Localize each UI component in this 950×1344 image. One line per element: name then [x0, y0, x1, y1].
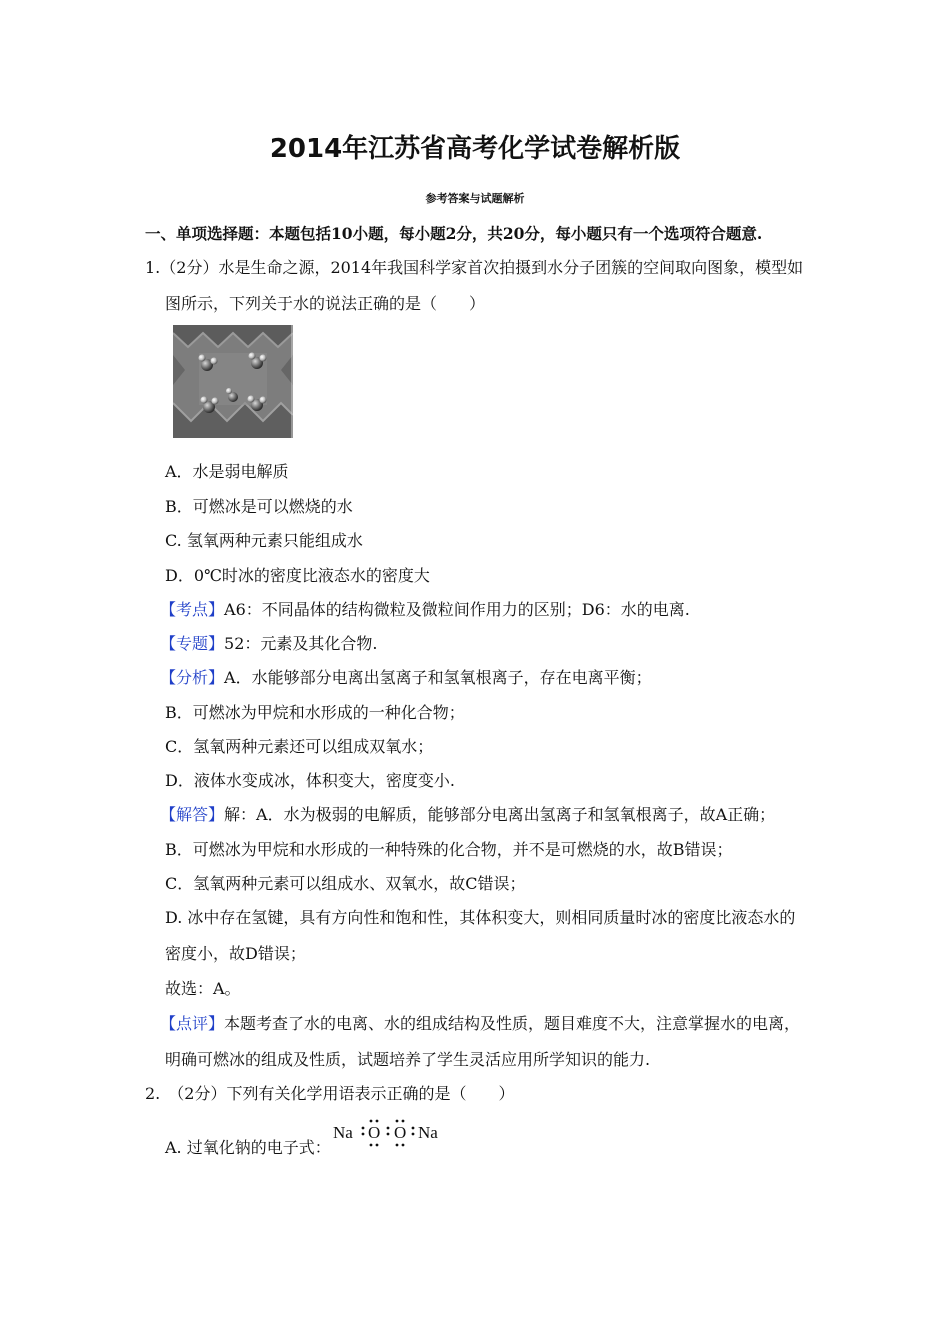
q1-option-c: C. 氢氧两种元素只能组成水	[165, 531, 363, 550]
document-title: 2014年江苏省高考化学试卷解析版	[269, 134, 681, 164]
dianping-tag: 【点评】	[160, 1014, 225, 1033]
jieda-line-1: 解：A．水为极弱的电解质，能够部分电离出氢离子和氢氧根离子，故A正确；	[224, 805, 776, 824]
jieda-line-4: D. 冰中存在氢键，具有方向性和饱和性，其体积变大，则相同质量时冰的密度比液态水的	[165, 908, 796, 927]
kaodian-text: A6：不同晶体的结构微粒及微粒间作用力的区别；D6：水的电离.	[224, 600, 690, 619]
kaodian-tag: 【考点】	[160, 600, 225, 619]
q2-stem: 2. （2分）下列有关化学用语表示正确的是（ ）	[145, 1084, 515, 1103]
jieda-line-3: C．氢氧两种元素可以组成水、双氧水，故C错误；	[165, 874, 526, 893]
q1-dianping	[160, 1014, 800, 1034]
q2-option-a: A. 过氧化钠的电子式：	[165, 1138, 331, 1157]
q1-jieda	[160, 805, 775, 825]
fenxi-line-2: B．可燃冰为甲烷和水形成的一种化合物；	[165, 703, 465, 722]
jieda-line-5: 密度小，故D错误；	[165, 944, 306, 963]
zhuanti-tag: 【专题】	[160, 634, 225, 653]
water-cluster-figure	[173, 325, 293, 438]
document-subtitle: 参考答案与试题解析	[425, 192, 525, 205]
fenxi-line-3: C．氢氧两种元素还可以组成双氧水；	[165, 737, 434, 756]
jieda-line-6: 故选：A。	[165, 979, 241, 998]
formula-na-right: Na	[418, 1123, 438, 1142]
formula-o-right: O	[394, 1123, 407, 1142]
formula-na-left: Na	[333, 1123, 353, 1142]
zhuanti-text: 52：元素及其化合物.	[224, 634, 378, 653]
section-heading: 一、单项选择题：本题包括10小题，每小题2分，共20分，每小题只有一个选项符合题意.	[145, 224, 763, 243]
q1-stem-line-1: 1.（2分）水是生命之源，2014年我国科学家首次拍摄到水分子团簇的空间取向图象，模型如	[145, 258, 804, 277]
fenxi-tag: 【分析】	[160, 668, 225, 687]
sodium-peroxide-electron-formula	[333, 1118, 448, 1150]
q1-option-b: B．可燃冰是可以燃烧的水	[165, 497, 353, 516]
dianping-line-1: 本题考查了水的电离、水的组成结构及性质，题目难度不大，注意掌握水的电离，	[224, 1014, 801, 1033]
jieda-tag: 【解答】	[160, 805, 225, 824]
q1-fenxi	[160, 668, 652, 688]
q1-option-a: A．水是弱电解质	[165, 462, 289, 481]
q1-stem-line-2: 图所示，下列关于水的说法正确的是（ ）	[165, 294, 486, 313]
jieda-line-2: B．可燃冰为甲烷和水形成的一种特殊的化合物，并不是可燃烧的水，故B错误；	[165, 840, 733, 859]
formula-o-left: O	[368, 1123, 381, 1142]
fenxi-line-1: A．水能够部分电离出氢离子和氢氧根离子，存在电离平衡；	[224, 668, 652, 687]
q1-option-d: D．0℃时冰的密度比液态水的密度大	[165, 566, 430, 585]
q1-kaodian	[160, 600, 690, 620]
fenxi-line-4: D．液体水变成冰，体积变大，密度变小.	[165, 771, 455, 790]
dianping-line-2: 明确可燃冰的组成及性质，试题培养了学生灵活应用所学知识的能力.	[165, 1050, 651, 1069]
water-cluster-illustration	[173, 325, 293, 438]
q1-zhuanti	[160, 634, 377, 654]
